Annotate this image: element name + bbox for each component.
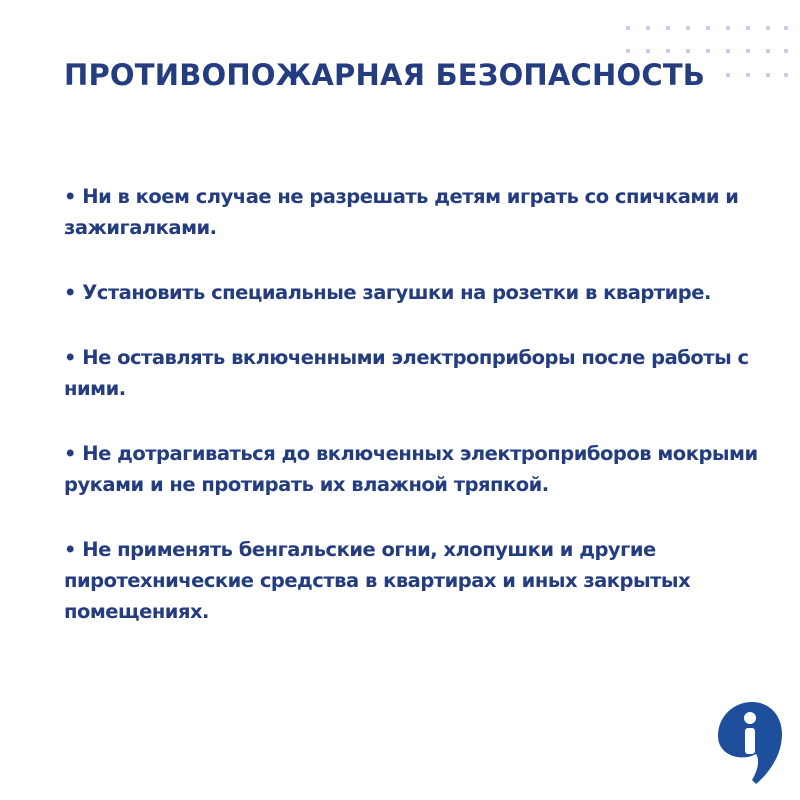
list-item	[64, 277, 780, 308]
rule-text: Не дотрагиваться до включенных электроприборов мокрыми руками и не протирать их влажной тряпкой.	[64, 442, 758, 496]
list-item	[64, 438, 780, 500]
bullet: •	[64, 538, 76, 561]
bullet: •	[64, 346, 76, 369]
bullet: •	[64, 185, 76, 208]
safety-rules-list	[64, 181, 780, 661]
list-item	[64, 534, 780, 627]
rule-text: Не оставлять включенными электроприборы после работы с ними.	[64, 346, 749, 400]
info-logo-icon	[712, 698, 784, 788]
bullet: •	[64, 442, 76, 465]
list-item	[64, 342, 780, 404]
bullet: •	[64, 281, 76, 304]
rule-text: Ни в коем случае не разрешать детям играть со спичками и зажигалками.	[64, 185, 739, 239]
rule-text: Не применять бенгальские огни, хлопушки и другие пиротехнические средства в квартирах и иных закрытых помещениях.	[64, 538, 691, 623]
page-title: ПРОТИВОПОЖАРНАЯ БЕЗОПАСНОСТЬ	[64, 58, 706, 92]
rule-text: Установить специальные загушки на розетки в квартире.	[82, 281, 711, 304]
list-item	[64, 181, 780, 243]
